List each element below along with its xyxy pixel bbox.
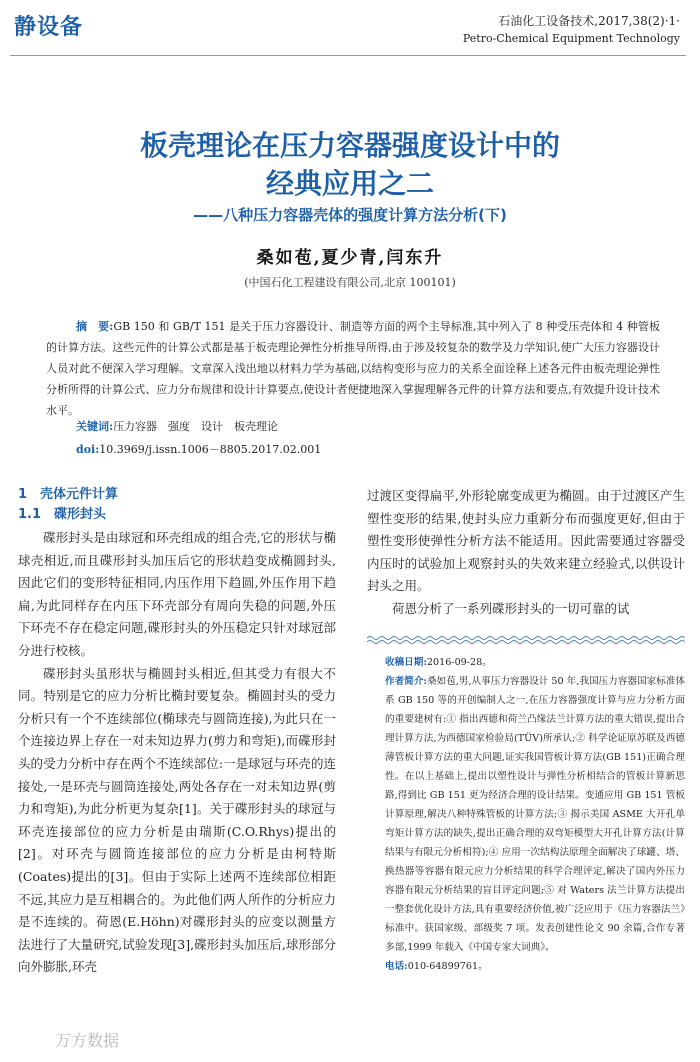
phone [385,957,685,976]
authors: 桑如苞,夏少青,闫东升 [256,248,444,268]
body-column-left [18,485,336,979]
journal-citation: 石油化工设备技术,2017,38(2)·1· [498,14,680,28]
doi-label: doi: [76,443,100,456]
watermark: 万方数据 [55,1031,120,1050]
body-paragraph: 荷恩分析了一系列碟形封头的一切可靠的试 [392,600,630,616]
title-line-1: 板壳理论在压力容器强度设计中的 [139,129,560,162]
journal-section-label: 静设备 [14,15,84,40]
affiliation: (中国石化工程建设有限公司,北京 100101) [244,276,456,289]
phone-label: 电话: [385,960,408,972]
received-label: 收稿日期: [385,656,427,668]
received-date [385,653,685,672]
abstract [46,316,660,421]
subtitle: ——八种压力容器壳体的强度计算方法分析(下) [193,206,507,224]
bio-label: 作者简介: [385,675,427,687]
author-bio [385,672,685,957]
journal-name-en: Petro-Chemical Equipment Technology [462,32,680,45]
phone-value: 010-64899761。 [407,960,488,972]
section-heading: 1 壳体元件计算 [18,487,119,502]
keywords-label: 关键词: [76,420,114,433]
keywords-text: 压力容器 强度 设计 板壳理论 [113,420,279,433]
body-column-right [367,485,685,976]
doi-text: 10.3969/j.issn.1006－8805.2017.02.001 [99,443,322,456]
abstract-label: 摘 要: [76,320,114,333]
abstract-text: GB 150 和 GB/T 151 是关于压力容器设计、制造等方面的两个主导标准,其中列入了 8 种受压壳体和 4 种管板的计算方法。这些元件的计算公式都是基于板壳理论弹性分析推导所得,由于涉及较复杂的数学及力学知识,使广大压力容器设计人员对此不便深入学习理解。文章深入浅出地以材料力学为基础,以结构变形与应力的关系全面诠释上述各元件由板壳理论弹性分析所得的计算公式、应力分布规律和设计计算要点,使设计者便捷地深入掌握理解各元件的计算方法和要点,有效提升设计技术水平。 [46,320,660,417]
header-rule [10,55,686,56]
body-paragraph: 过渡区变得扁平,外形轮廓变成更为椭圆。由于过渡区产生塑性变形的结果,使封头应力重新分布而强度更好,但由于塑性变形使弹性分析方法不能适用。因此需要通过容器受内压时的试验加上观察封头的失效来建立经验式,以供设计封头之用。 [367,488,685,594]
received-value: 2016-09-28。 [426,656,492,668]
footnote-block [367,653,685,976]
doi [76,441,321,457]
bio-text: 桑如苞,男,从事压力容器设计 50 年,我国压力容器国家标准体系 GB 150 等的开创编制人之一,在压力容器强度计算与应力分析方面的重要建树有:① 指出西德和荷兰凸缘法兰计算方法的重大错误,提出合理计算方法,为西德国家检验局(TÜV)所承认;② 科学论证原苏联及西德薄管板计算方法的重大问题,证实我国管板计算方法(GB 151)正确合理性。在以上基础上,提出以塑性设计与弹性分析相结合的管板计算新思路,得到比 GB 151 更为经济合理的设计结果。变通应用 GB 151 管板计算原理,解决八种特殊管板的计算方法;③ 揭示美国 ASME 大开孔单弯矩计算方法的缺失,提出正确合理的双弯矩模型大开孔计算方法(计算结果与有限元分析相符);④ 应用一次结构法原理全面解决了球罐、塔、换热器等容器有限元应力分析结果的科学合理评定,解决了国内外压力容器有限元分析结果的盲目评定问题;⑤ 对 Waters 法兰计算方法提出一整套优化设计方法,具有重要经济价值,被广泛应用于《压力容器法兰》标准中。获国家级、部级奖 7 项。发表创建性论文 90 余篇,合作专著多部,1999 年载入《中国专家大词典》。 [385,675,685,953]
title-line-2: 经典应用之二 [265,167,434,200]
body-paragraph: 碟形封头虽形状与椭圆封头相近,但其受力有很大不同。特别是它的应力分析比椭封要复杂。椭圆封头的受力分析只有一个不连续部位(椭球壳与圆筒连接),为此只在一个连接边界上存在一对未知边界力(剪力和弯矩),而碟形封头的受力分析中存在两个不连续部位:一是球冠与环壳的连接处,一是环壳与圆筒连接处,两处各存在一对未知边界(剪力和弯矩),为此分析更为复杂[1]。关于碟形封头的球冠与环壳连接部位的应力分析是由瑞斯(C.O.Rhys)提出的[2]。对环壳与圆筒连接部位的应力分析是由柯特斯(Coates)提出的[3]。但由于实际上述两不连续部位相距不远,其应力是互相耦合的。为此他们两人所作的分析应力是不连续的。荷恩(E.Höhn)对碟形封头的应变以测量方法进行了大量研究,试验发现[3],碟形封头加压后,球形部分向外膨胀,环壳 [18,665,336,975]
footnote-wavy-rule [367,635,685,645]
keywords [76,418,278,434]
body-paragraph: 碟形封头是由球冠和环壳组成的组合壳,它的形状与椭球壳相近,而且碟形封头加压后它的形状趋变成椭圆封头,因此它们的变形特征相同,内压作用下趋圆,外压作用下趋扁,为此同样存在内压下环壳部分有周向失稳的问题,外压下环壳不存在稳定问题,碟形封头的外压稳定只针对球冠部分进行校核。 [18,530,336,658]
subsection-heading: 1.1 碟形封头 [18,507,107,522]
